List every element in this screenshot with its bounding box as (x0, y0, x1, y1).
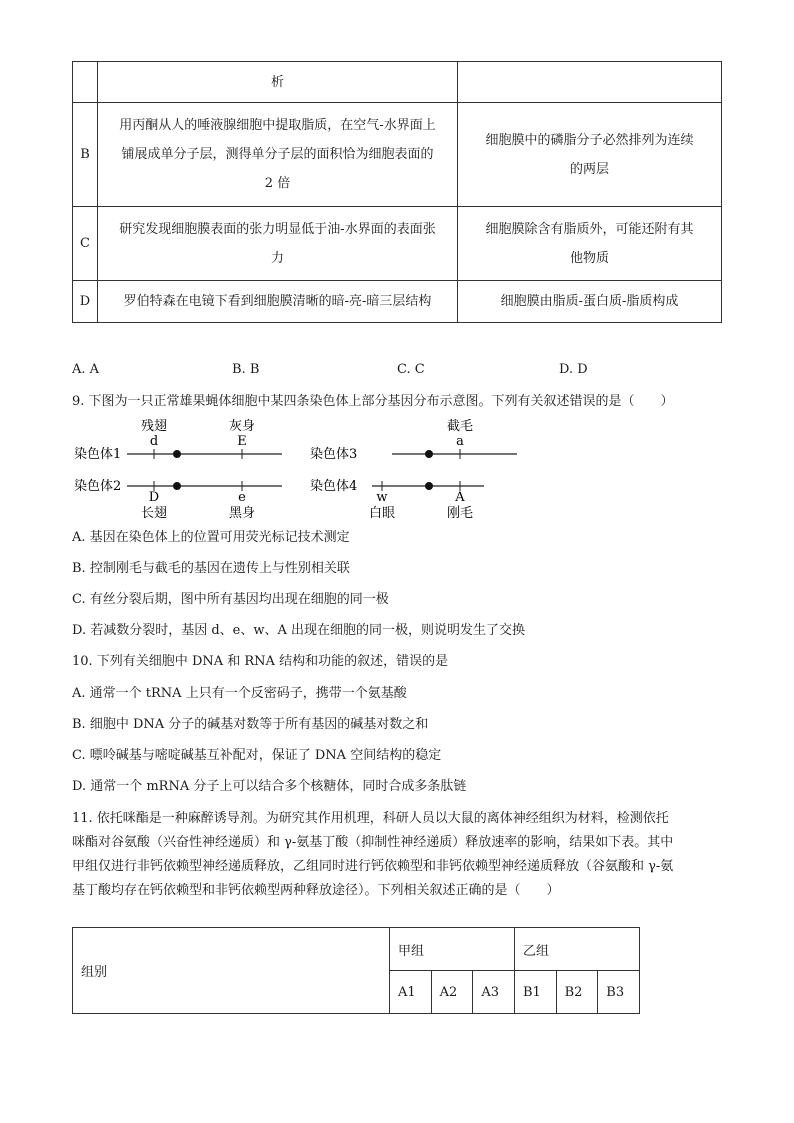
trait-label: 白眼 (368, 506, 396, 521)
centromere-1 (173, 450, 181, 458)
trait-label: 黑身 (228, 506, 256, 521)
text-line: 11. 依托咪酯是一种麻醉诱导剂。为研究其作用机理，科研人员以大鼠的离体神经组织为材料，检测依托 (72, 811, 669, 826)
q10-option-c[interactable]: C. 嘌呤碱基与嘧啶碱基互补配对，保证了 DNA 空间结构的稳定 (72, 748, 442, 763)
text-line: 基丁酸均存在钙依赖型和非钙依赖型两种释放途径）。下列相关叙述正确的是（ ） (72, 883, 560, 898)
gene-symbol: d (149, 434, 159, 449)
option-c[interactable]: C. C (397, 362, 425, 377)
table-row (73, 103, 722, 207)
text-line: 咪酯对谷氨酸（兴奋性神经递质）和 γ-氨基丁酸（抑制性神经递质）释放速率的影响，结果如下表。其中 (72, 835, 674, 850)
q11-stem (72, 807, 722, 903)
gene-symbol: A (455, 490, 465, 505)
q11-table (72, 927, 640, 1014)
table-row (73, 928, 640, 971)
option-a[interactable]: A. A (72, 362, 100, 377)
trait-label: 残翅 (140, 419, 168, 434)
table-cell (458, 62, 722, 103)
text-line: 细胞膜除含有脂质外，可能还附有其 (485, 221, 694, 237)
q10-option-d[interactable]: D. 通常一个 mRNA 分子上可以结合多个核糖体，同时合成多条肽链 (72, 779, 467, 794)
experiment-text (98, 103, 458, 207)
chromosome-4-label: 染色体4 (310, 479, 358, 494)
table-cell (73, 62, 98, 103)
q10-stem: 10. 下列有关细胞中 DNA 和 RNA 结构和功能的叙述，错误的是 (72, 654, 449, 669)
option-label: C (73, 207, 98, 281)
conclusion-text (458, 103, 722, 207)
gene-symbol: w (376, 490, 388, 505)
text-line: 2 倍 (264, 176, 291, 191)
text-line: 罗伯特森在电镜下看到细胞膜清晰的暗-亮-暗三层结构 (123, 294, 432, 309)
experiment-text (98, 281, 458, 323)
subgroup-cell: A2 (431, 971, 473, 1014)
conclusion-text (458, 281, 722, 323)
option-label: D (73, 281, 98, 323)
chromosome-diagram (72, 414, 532, 524)
subgroup-cell: A1 (390, 971, 432, 1014)
subgroup-cell: B1 (514, 971, 556, 1014)
subgroup-cell: A3 (473, 971, 515, 1014)
experiment-text (98, 207, 458, 281)
text-line: 的两层 (569, 161, 609, 177)
text-line: 力 (270, 250, 284, 266)
text-line: 用丙酮从人的唾液腺细胞中提取脂质，在空气-水界面上 (119, 118, 436, 133)
trait-label: 灰身 (228, 419, 256, 434)
group-b-header: 乙组 (514, 928, 639, 971)
option-b[interactable]: B. B (232, 362, 260, 377)
text-line: 他物质 (569, 250, 609, 266)
chromosome-1-label: 染色体1 (74, 447, 122, 462)
chromosome-2-label: 染色体2 (74, 479, 122, 494)
q9-option-d[interactable]: D. 若减数分裂时，基因 d、e、w、A 出现在细胞的同一极，则说明发生了交换 (72, 623, 526, 638)
trait-label: 长翅 (140, 506, 168, 521)
table-row (73, 62, 722, 103)
text-line: 研究发现细胞膜表面的张力明显低于油-水界面的表面张 (119, 221, 436, 237)
q8-table (72, 61, 722, 323)
gene-symbol: a (456, 434, 464, 449)
gene-symbol: E (237, 434, 247, 449)
subgroup-cell: B3 (598, 971, 640, 1014)
text-line: 细胞膜中的磷脂分子必然排列为连续 (485, 132, 694, 148)
table-row (73, 281, 722, 323)
gene-symbol: D (148, 490, 160, 505)
chromosome-3-label: 染色体3 (310, 447, 358, 462)
table-cell: 析 (98, 62, 458, 103)
option-d[interactable]: D. D (559, 362, 588, 377)
row-header: 组别 (73, 928, 390, 1014)
centromere-2 (173, 482, 181, 490)
q9-option-a[interactable]: A. 基因在染色体上的位置可用荧光标记技术测定 (72, 530, 350, 545)
q9-option-b[interactable]: B. 控制刚毛与截毛的基因在遗传上与性别相关联 (72, 561, 350, 576)
q9-stem: 9. 下图为一只正常雄果蝇体细胞中某四条染色体上部分基因分布示意图。下列有关叙述错误的是（ ） (72, 394, 674, 409)
trait-label: 刚毛 (446, 506, 474, 521)
text-line: 细胞膜由脂质-蛋白质-脂质构成 (500, 294, 679, 309)
q10-option-b[interactable]: B. 细胞中 DNA 分子的碱基对数等于所有基因的碱基对数之和 (72, 717, 429, 732)
centromere-3 (425, 450, 433, 458)
subgroup-cell: B2 (556, 971, 598, 1014)
trait-label: 截毛 (446, 419, 474, 434)
option-label: B (73, 103, 98, 207)
text-line: 铺展成单分子层，测得单分子层的面积恰为细胞表面的 (121, 147, 434, 162)
group-a-header: 甲组 (390, 928, 515, 971)
conclusion-text (458, 207, 722, 281)
q10-option-a[interactable]: A. 通常一个 tRNA 上只有一个反密码子，携带一个氨基酸 (72, 686, 407, 701)
q9-option-c[interactable]: C. 有丝分裂后期，图中所有基因均出现在细胞的同一极 (72, 592, 389, 607)
gene-symbol: e (238, 490, 246, 505)
table-row (73, 207, 722, 281)
text-line: 甲组仅进行非钙依赖型神经递质释放，乙组同时进行钙依赖型和非钙依赖型神经递质释放（谷氨酸和 γ-氨 (72, 859, 674, 874)
q8-options (72, 362, 722, 382)
centromere-4 (425, 482, 433, 490)
